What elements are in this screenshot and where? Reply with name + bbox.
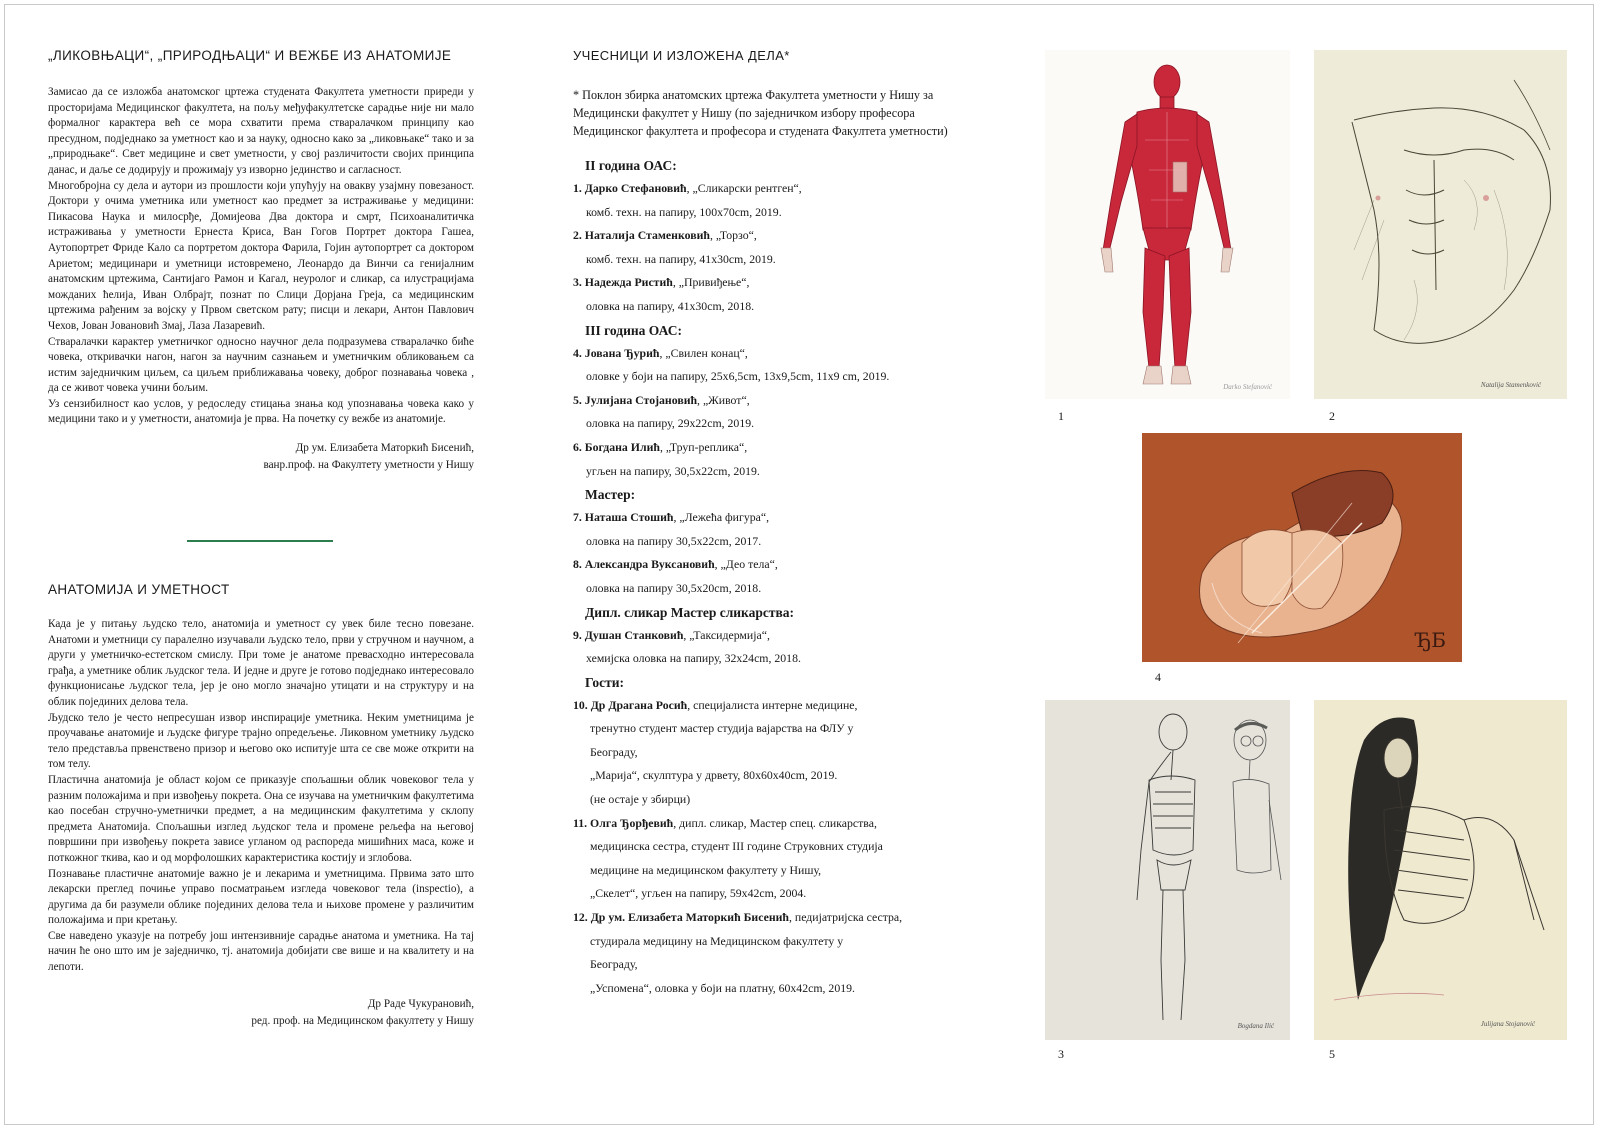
paragraph: Све наведено указује на потребу још интензивније сарадње анатома и уметника. На тај начин ће оно што им је заједничко, тј. анатомија добијати све више и на квалитету и на лепоти. xyxy=(48,929,474,974)
catalog-entry xyxy=(573,553,1003,577)
note-line: Медицински факултет у Нишу (по заједничком избору професора xyxy=(573,106,915,120)
artwork-details: (не остаје у збирци) xyxy=(590,792,691,807)
note-line: * Поклон збирка анатомских цртежа Факултета уметности у Нишу за xyxy=(573,88,934,102)
artist-name: 2. Наталија Стаменковић xyxy=(573,228,710,243)
paragraph: Познавање пластичне анатомије важно је и лекарима и уметницима. Првима зато што лекарски преглед почиње управо посматрањем изгледа човековог тела (inspectio), а другима да би разумели облике појединих делова тела и њихове промене у различитим положајима и при кретању. xyxy=(48,867,474,927)
hand-drawing xyxy=(1142,433,1462,662)
catalog-entry xyxy=(573,224,1003,248)
artwork-title: , „Лежећа фигура“, xyxy=(673,510,770,525)
figure-number: 3 xyxy=(1058,1047,1064,1061)
section-title-anatomija: АНАТОМИЈА И УМЕТНОСТ xyxy=(48,582,230,597)
artist-monogram: ЂБ xyxy=(1415,628,1446,652)
paragraph: Уз сензибилност као услов, у редоследу стицања знања код упознавања човека како у медицини тако и у уметности, анатомија је прва. На почетку су вежбе из анатомије. xyxy=(48,397,474,426)
artwork-details: комб. техн. на папиру, 41x30cm, 2019. xyxy=(586,251,776,266)
signature-block xyxy=(48,440,474,474)
middle-column xyxy=(573,48,1003,1000)
artwork-title: , „Део тела“, xyxy=(714,557,778,572)
paragraph: Пластична анатомија је област којом се приказује спољашњи облик човековог тела у разним положајима и при извођењу покрета. Она се изучава на уметничким факултетима као посебан стручно-уметнички предмет, а на медицинским факултетима у склопу предмета Анатомија. Спољашњи изглед људског тела и промене рељефа на његовој површини при извођењу покрета зависе угланом од распореда мишићних маса, коже и поткожног ткива, као и од морфолошких карактеристика костију и зглобова. xyxy=(48,773,474,864)
artist-name: 1. Дарко Стефановић xyxy=(573,181,687,195)
catalog-entry xyxy=(573,177,1003,201)
paragraph: Многобројна су дела и аутори из прошлости који упућују на овакву узајмну повезаност. Доктори у очима уметника или уметност као предмет за истраживање у медицини: Пикасова Наука и милосрђе, Домијеова Два доктора и смрт, Психоаналитичка истраживања у уметности Ернеста Криса, Ван Гогов Портрет доктора Гашеа, Аутопортрет Фриде Кало са портретом доктора Фарила, Гојин аутопортрет са доктором Ариетом; медицинари и уметници истовремено, Леонардо да Винчи са генијалним анатомским цртежима, Сантијаго Рамон и Кагал, неуролог и сликар, са илустрацијама мождaних ћелија, Иван Олбрајт, познат по Слици Дорјана Греја, са медицинским цртежима рађеним за војску у Првом светском рату; писци и лекари, Антон Павлович Чехов, Јован Јовановић Змај, Лаза Лазаревић. xyxy=(48,179,474,332)
torso-drawing xyxy=(1314,50,1567,399)
catalog-entry xyxy=(573,271,1003,295)
paragraph: Људско тело је често непресушан извор инспирације уметника. Неким уметницима је проучавање анатомије и људске фигуре трајно опредељење. Ликовном уметнику људско тело представља првенствено призор и његово око испитује шта се све може открити на том телу. xyxy=(48,711,474,771)
artwork-details: оловка на папиру, 41x30cm, 2018. xyxy=(586,298,755,313)
artwork-3-skeleton-sketch xyxy=(1045,700,1290,1040)
artwork-title: , „Торзо“, xyxy=(709,228,757,243)
catalog-entry xyxy=(573,436,1003,460)
left-column-lower xyxy=(48,582,474,1030)
catalog-entry xyxy=(573,389,1003,413)
artwork-details: медицине на медицинском факултету у Нишу, xyxy=(590,862,822,877)
hooded-skeleton-drawing xyxy=(1314,700,1567,1040)
artwork-title: , специјалиста интерне медицине, xyxy=(687,697,858,712)
artwork-details: оловке у боји на папиру, 25x6,5cm, 13x9,5cm, 11x9 cm, 2019. xyxy=(586,369,890,384)
catalog-entry xyxy=(573,812,1003,836)
catalog-entry xyxy=(573,694,1003,718)
catalog-entry xyxy=(573,342,1003,366)
artwork-4-hand-drawing xyxy=(1142,433,1462,662)
artist-name: 10. Др Драгана Росић xyxy=(573,697,688,712)
skeleton-drawing xyxy=(1045,700,1290,1040)
muscle-figure-drawing xyxy=(1045,50,1290,399)
catalog-group-heading: Мастер: xyxy=(585,487,636,503)
paragraph: Замисао да се изложба анатомског цртежа студената Факултета уметности приреди у просторијама Медицинског факултета, на пољу међуфакултетске сарадње није ни мало формалног карактера већ се мора схватити према стваралачком принципу као пресудном, подједнако за уметност као и за науку, односно како за „ликовњаке“ тако и за „природњаке“. Свет медицине и свет уметности, у свој различитости својих принципа данас, и даље се додирују и прожимају уз изворно јединство и сагласност. xyxy=(48,86,474,176)
figure-number: 2 xyxy=(1329,409,1335,423)
artwork-title: , „Свилен конац“, xyxy=(659,345,748,360)
artwork-title: , „Таксидермија“, xyxy=(683,627,770,642)
artwork-title: , дипл. сликар, Мастер спец. сликарства, xyxy=(673,815,877,830)
signature-name: Др Раде Чукурановић, xyxy=(367,997,474,1010)
artist-signature: Natalija Stamenković xyxy=(1480,381,1541,389)
section-title-likovnjaci: „ЛИКОВЊАЦИ“, „ПРИРОДЊАЦИ“ И ВЕЖБЕ ИЗ АНАТОМИЈЕ xyxy=(48,48,452,63)
artist-name: 12. Др ум. Елизабета Маторкић Бисенић xyxy=(573,910,789,925)
artwork-details: оловка на папиру 30,5x20cm, 2018. xyxy=(586,580,762,595)
artist-name: 3. Надежда Ристић xyxy=(573,275,673,290)
figure-number: 4 xyxy=(1155,670,1161,684)
note-line: Медицинског факултета и професора и студената Факултета уметности) xyxy=(573,124,948,138)
artwork-details: Београду, xyxy=(590,744,638,759)
artwork-title: , „Труп-реплика“, xyxy=(659,439,748,454)
artist-signature: Bogdana Ilić xyxy=(1237,1022,1274,1030)
participants-title: УЧЕСНИЦИ И ИЗЛОЖЕНА ДЕЛА* xyxy=(573,48,790,63)
artwork-title: , „Привиђење“, xyxy=(672,275,750,290)
artist-name: 9. Душан Станковић xyxy=(573,627,684,642)
artwork-details: „Скелет“, угљен на папиру, 59x42cm, 2004. xyxy=(590,886,807,901)
signature-block xyxy=(48,996,474,1030)
artwork-2-torso-sketch xyxy=(1314,50,1567,399)
catalog-group-heading: Гости: xyxy=(585,674,625,690)
artist-signature: Darko Stefanović xyxy=(1223,383,1272,391)
section-body-likovnjaci xyxy=(48,85,474,428)
works-catalog xyxy=(573,154,1003,1000)
left-column xyxy=(48,48,474,474)
artwork-details: медицинска сестра, студент III године Струковних студија xyxy=(590,839,883,854)
artist-signature: Julijana Stojanović xyxy=(1480,1020,1535,1028)
section-body-anatomija xyxy=(48,617,474,976)
catalog-group-heading: II година ОАС: xyxy=(585,158,677,173)
artwork-1-anatomical-figure xyxy=(1045,50,1290,399)
catalog-entry xyxy=(573,506,1003,530)
catalog-entry xyxy=(573,624,1003,648)
artwork-title: , „Сликарски рентген“, xyxy=(686,181,802,195)
signature-title: ванр.проф. на Факултету уметности у Нишу xyxy=(263,459,474,472)
artwork-details: „Успомена“, оловка у боји на платну, 60x42cm, 2019. xyxy=(590,980,855,995)
catalog-group-heading: III година ОАС: xyxy=(585,322,682,338)
artwork-details: комб. техн. на папиру, 100x70cm, 2019. xyxy=(586,204,782,219)
catalog-entry xyxy=(573,906,1003,930)
artwork-details: „Марија“, скулптура у дрвету, 80x60x40cm, 2019. xyxy=(590,768,838,783)
section-divider xyxy=(187,540,333,542)
artwork-details: хемијска оловка на папиру, 32x24cm, 2018. xyxy=(586,651,801,666)
signature-title: ред. проф. на Медицинском факултету у Нишу xyxy=(251,1014,474,1027)
artist-name: 11. Олга Ђорђевић xyxy=(573,815,674,830)
artwork-details: тренутно студент мастер студија вајарства на ФЛУ у xyxy=(590,721,854,736)
catalog-group-heading: Дипл. сликар Мастер сликарства: xyxy=(585,604,795,620)
artwork-details: Београду, xyxy=(590,957,638,972)
artwork-details: студирала медицину на Медицинском факултету у xyxy=(590,933,844,948)
paragraph: Када је у питању људско тело, анатомија и уметност су увек биле тесно повезане. Анатоми и уметници су паралелно изучавали људско тело, први у стручном и научном, а други у уметничко-естетском смислу. При томе је анатоме превасходно интересовала грађа, а уметнике облик људског тела. И једне и друге је готово подједнако интересовало функционисање људског тела, јер је оно могло значајно утицати и на структуру и на облик појединих делова тела. xyxy=(48,618,474,708)
artwork-title: , педијатријска сестра, xyxy=(788,910,903,925)
artwork-5-hooded-skeleton xyxy=(1314,700,1567,1040)
artwork-details: оловка на папиру, 29x22cm, 2019. xyxy=(586,416,755,431)
collection-note xyxy=(573,86,1003,140)
artwork-details: угљен на папиру, 30,5x22cm, 2019. xyxy=(586,463,760,478)
artwork-details: оловка на папиру 30,5x22cm, 2017. xyxy=(586,533,762,548)
artwork-title: , „Живот“, xyxy=(697,392,750,407)
artist-name: 4. Јована Ђурић xyxy=(573,345,660,360)
artist-name: 6. Богдана Илић xyxy=(573,439,660,454)
artist-name: 8. Александра Вуксановић xyxy=(573,557,715,572)
figure-number: 5 xyxy=(1329,1047,1335,1061)
paragraph: Стваралачки карактер уметничког односно научног дела подразумева стваралачко биће човека, откривачки нагон, нагон за научним сазнањем и уметничким обликовањем са истим заједничким циљем, са циљем приближавања човеку, доброг познавања човека , да се живот човека учини бољим. xyxy=(48,335,474,395)
artist-name: 5. Јулијана Стојановић xyxy=(573,392,698,407)
figure-number: 1 xyxy=(1058,409,1064,423)
artist-name: 7. Наташа Стошић xyxy=(573,510,674,525)
signature-name: Др ум. Елизабета Маторкић Бисенић, xyxy=(295,442,474,455)
